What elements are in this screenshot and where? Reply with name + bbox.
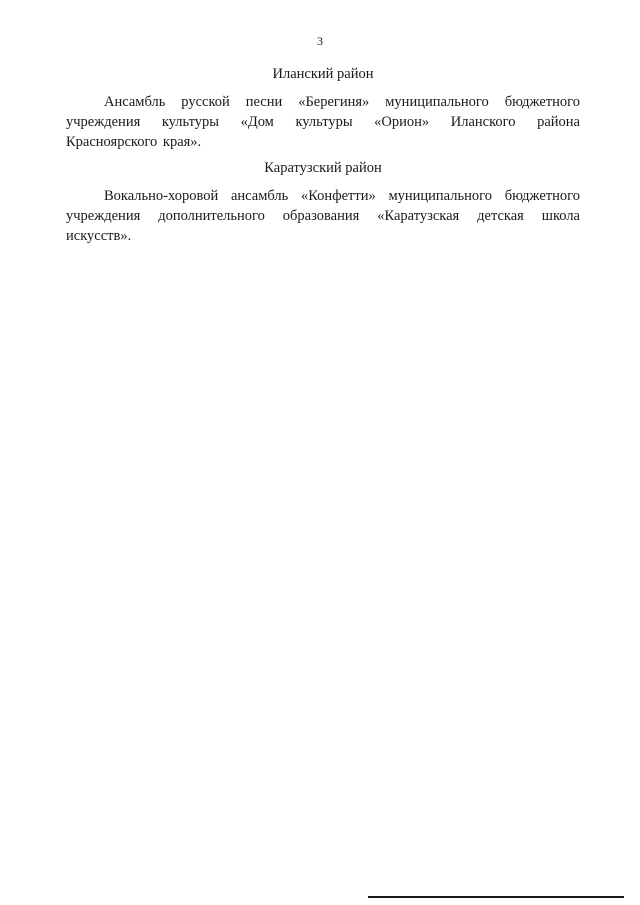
footer-rule [368, 896, 624, 898]
section-karatuzsky [66, 158, 580, 246]
section-heading: Иланский район [272, 66, 374, 82]
page-number: 3 [317, 34, 323, 48]
section-paragraph: Ансамбль русской песни «Берегиня» муниципального бюджетного учреждения культуры «Дом культуры «Орион» Иланского района Красноярского края». [66, 94, 580, 150]
section-paragraph: Вокально-хоровой ансамбль «Конфетти» муниципального бюджетного учреждения дополнительного образования «Каратузская детская школа искусств». [66, 188, 580, 244]
section-heading: Каратузский район [264, 160, 382, 176]
section-ilansky [66, 64, 580, 152]
